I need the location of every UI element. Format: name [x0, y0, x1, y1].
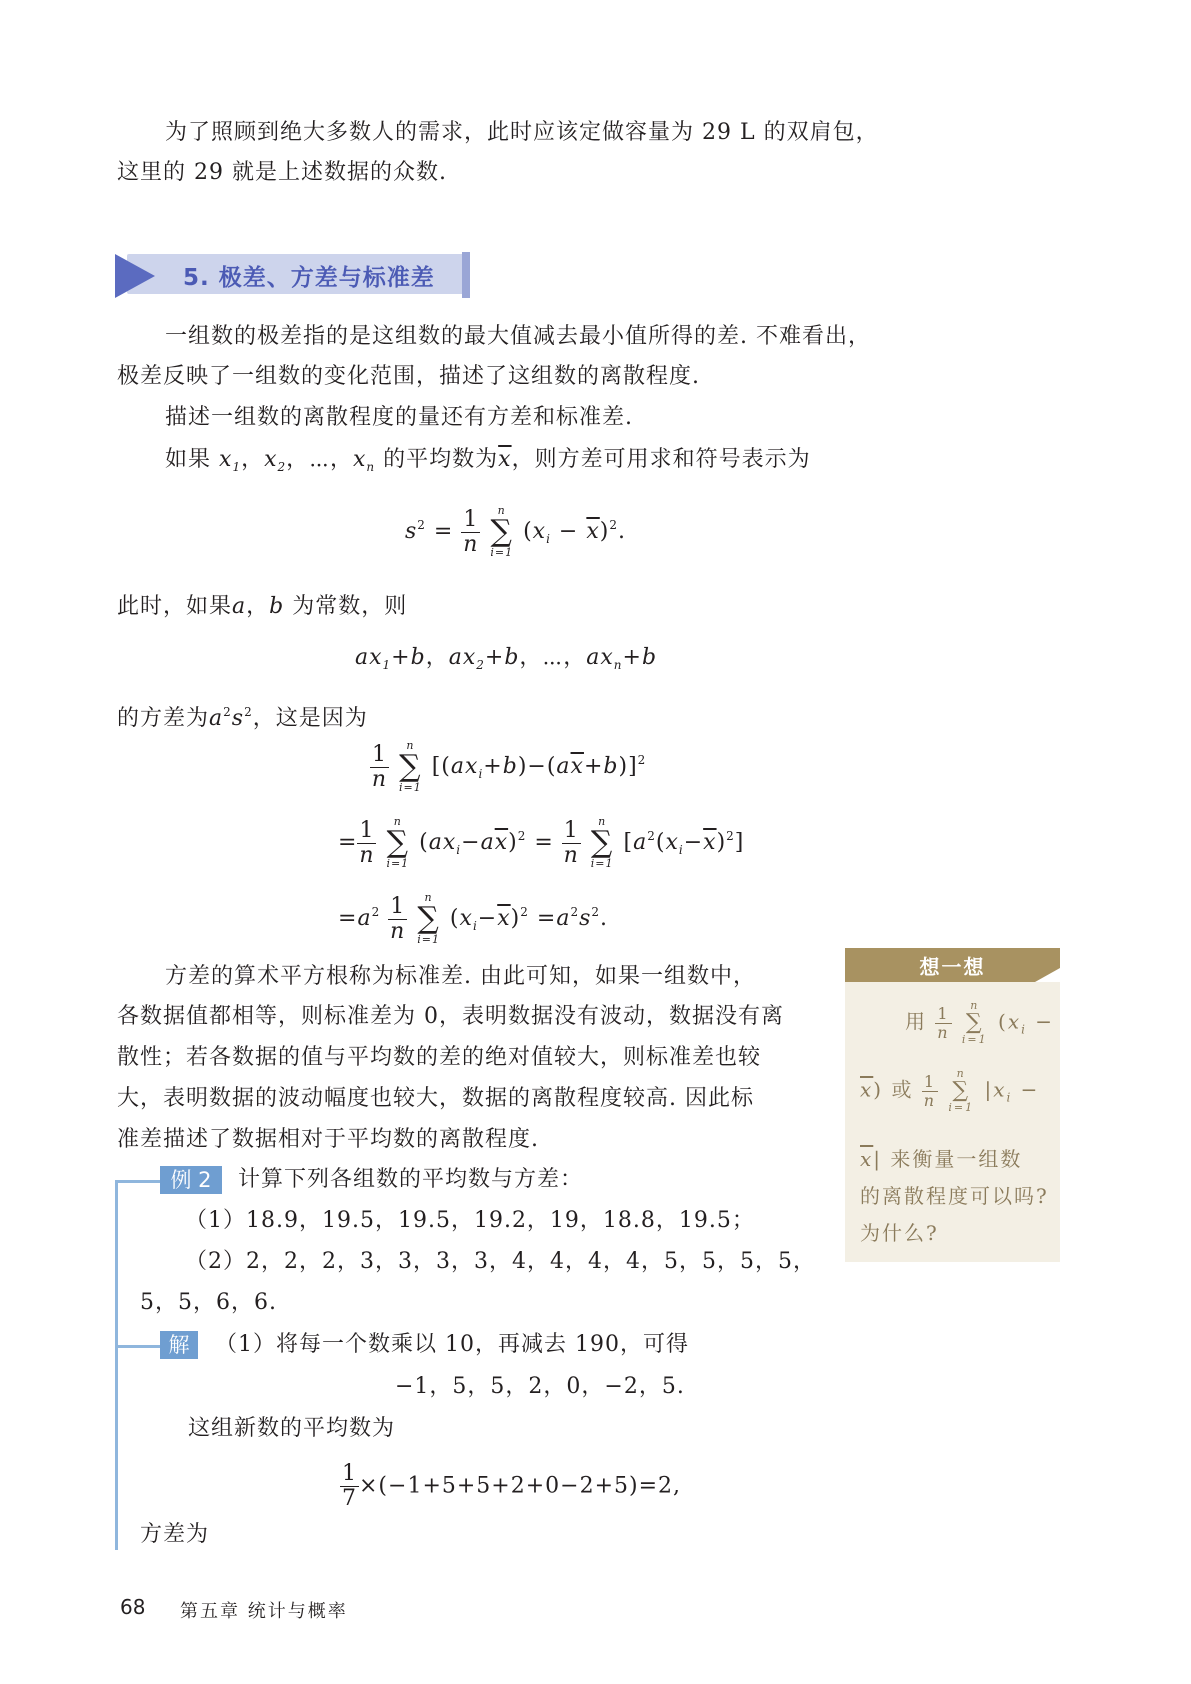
- solution-tag: 解: [160, 1331, 198, 1359]
- solution-connector: [115, 1345, 160, 1348]
- example-prompt: 计算下列各组数的平均数与方差：: [238, 1167, 584, 1192]
- example-item-2a: （2）2，2，2，3，3，3，3，4，4，4，4，5，5，5，5，: [185, 1249, 816, 1274]
- section-title: 5. 极差、方差与标准差: [183, 265, 435, 291]
- para4: 此时，如果a，b 为常数，则: [117, 594, 408, 619]
- think-sidebar-title: 想一想: [919, 955, 986, 979]
- think-sidebar-line-3: $\overline{x}|$ 来衡量一组数: [860, 1147, 1023, 1171]
- para4-prefix: 此时，如果: [117, 594, 233, 619]
- example-connector: [115, 1180, 160, 1183]
- page-number: 68: [120, 1595, 146, 1619]
- think-sidebar-line-1: 用 $\frac{1}{n}$ n ∑ i=1 ($x_i$ −: [905, 999, 1055, 1046]
- think-sidebar-line-4: 的离散程度可以吗?: [860, 1184, 1049, 1208]
- section-heading: [115, 252, 470, 300]
- derivation-line-3: $=a^2$ $\frac{1}{n}$ n ∑ i=1 $(x_i-\overline{x})^2 =a^2s^2$.: [338, 891, 609, 946]
- derivation-line-2: = $\frac{1}{n}$ n ∑ i=1 $(ax_i-a\overline{x})^2$ = $\frac{1}{n}$ n ∑ i=1 $[a^2(x_i-\overline{x})^2]$: [338, 815, 745, 870]
- play-arrow-icon: [115, 254, 155, 298]
- example-item-1: （1）18.9，19.5，19.5，19.2，19，18.8，19.5；: [185, 1208, 755, 1233]
- chapter-title: 第五章 统计与概率: [180, 1601, 348, 1622]
- para6-line-5: 准差描述了数据相对于平均数的离散程度.: [117, 1127, 539, 1152]
- para5-suffix: ，这是因为: [252, 706, 368, 731]
- para5-prefix: 的方差为: [117, 706, 210, 731]
- solution-line-2: −1，5，5，2，0，−2，5.: [395, 1374, 685, 1399]
- para6-line-4: 大，表明数据的波动幅度也较大，数据的离散程度较高. 因此标: [117, 1086, 754, 1111]
- para6-line-3: 散性；若各数据的值与平均数的差的绝对值较大，则标准差也较: [117, 1045, 762, 1070]
- para3-middle: 的平均数为: [383, 447, 499, 472]
- think-sidebar-line-2: $\overline{x}$) 或 $\frac{1}{n}$ n ∑ i=1 $|x_i$ −: [860, 1067, 1040, 1114]
- para5: 的方差为$a^2s^2$，这是因为: [117, 705, 368, 731]
- para6-line-1: 方差的算术平方根称为标准差. 由此可知，如果一组数中，: [165, 964, 756, 989]
- solution-line-4: 方差为: [140, 1522, 210, 1547]
- para6-line-2: 各数据值都相等，则标准差为 0，表明数据没有波动，数据没有离: [117, 1004, 784, 1029]
- intro-line-2: 这里的 29 就是上述数据的众数.: [117, 160, 447, 185]
- para4-suffix: 为常数，则: [292, 594, 408, 619]
- para3-prefix: 如果: [165, 447, 212, 472]
- solution-line-1: （1）将每一个数乘以 10，再减去 190，可得: [215, 1332, 689, 1357]
- intro-line-1: 为了照顾到绝大多数人的需求，此时应该定做容量为 29 L 的双肩包，: [165, 120, 879, 145]
- para3-suffix: ，则方差可用求和符号表示为: [511, 447, 811, 472]
- think-sidebar-line-5: 为什么?: [860, 1221, 939, 1245]
- para3: 如果 $x_1$，$x_2$，⋯，$x_n$ 的平均数为$\overline{x}$，则方差可用求和符号表示为: [165, 447, 811, 474]
- variance-formula: $s^2$ = $\frac{1}{n}$ n ∑ i=1 $(x_i - \overline{x})^2$.: [405, 504, 627, 559]
- para2: 描述一组数的离散程度的量还有方差和标准差.: [165, 405, 633, 430]
- example-guide-line: [115, 1180, 118, 1550]
- section-heading-edge: [462, 252, 470, 298]
- linear-sequence: $ax_1+b$，$ax_2+b$，⋯，$ax_n+b$: [355, 645, 658, 672]
- solution-line-3: 这组新数的平均数为: [188, 1416, 396, 1441]
- para1-line-1: 一组数的极差指的是这组数的最大值减去最小值所得的差. 不难看出，: [165, 324, 871, 349]
- example-tag: 例 2: [160, 1166, 222, 1194]
- derivation-line-1: $\frac{1}{n}$ n ∑ i=1 $[(ax_i+b)-(a\overline{x}+b)]^2$: [371, 739, 647, 794]
- para1-line-2: 极差反映了一组数的变化范围，描述了这组数的离散程度.: [117, 364, 700, 389]
- solution-mean-calc: $\frac{1}{7}$ ×(−1+5+5+2+0−2+5)=2,: [342, 1461, 682, 1511]
- example-item-2b: 5，5，6，6.: [140, 1290, 277, 1315]
